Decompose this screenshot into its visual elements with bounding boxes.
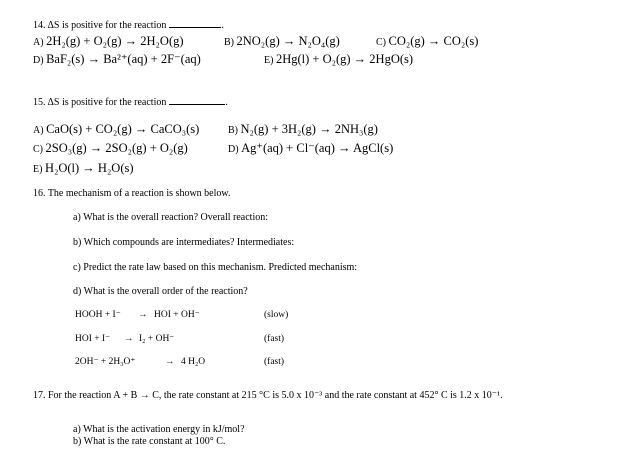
q14-option-d-eq: BaF₂(s) → Ba²⁺(aq) + 2F⁻(aq) [46,52,201,66]
q15-option-a[interactable]: A) CaO(s) + CO₂(g) → CaCO₃(s) [33,122,200,136]
mechanism-step-1-reactants: HOOH + I⁻ [75,310,121,320]
arrow-icon: → [124,334,134,344]
mechanism-step-2-rate: (fast) [264,334,285,344]
q15-option-c[interactable]: C) 2SO₃(g) → 2SO₂(g) + O₂(g) [33,141,188,155]
q16-part-b: b) Which compounds are intermediates? Intermediates: [73,237,295,248]
q17-stem: 17. For the reaction A + B → C, the rate constant at 215 °C is 5.0 x 10⁻³ and the rate constant at 452° C is 1.2 x 10⁻¹. [33,390,503,401]
mechanism-step-2-reactants: HOI + I⁻ [75,334,111,344]
q14-option-c-eq: CO₂(g) → CO₂(s) [388,34,479,48]
q14-option-a[interactable]: A) 2H₂(g) + O₂(g) → 2H₂O(g) [33,34,184,48]
q14-option-c[interactable]: C) CO₂(g) → CO₂(s) [376,34,479,48]
mechanism-step-2-products: I₂ + OH⁻ [139,334,175,344]
q14-option-e-eq: 2Hg(l) + O₂(g) → 2HgO(s) [275,52,414,66]
q15-stem: 15. ΔS is positive for the reaction . [33,97,228,108]
arrow-icon: → [138,310,148,320]
q15-option-d-eq: Ag⁺(aq) + Cl⁻(aq) → AgCl(s) [241,141,394,155]
q15-stem-text: 15. ΔS is positive for the reaction [33,97,167,108]
q15-option-b-eq: N₂(g) + 3H₂(g) → 2NH₃(g) [240,122,378,136]
q17-part-a: a) What is the activation energy in kJ/mol? [73,424,245,435]
q15-option-e[interactable]: E) H₂O(l) → H₂O(s) [33,161,134,175]
q14-option-e[interactable]: E) 2Hg(l) + O₂(g) → 2HgO(s) [264,52,414,66]
q15-blank[interactable] [169,96,225,105]
arrow-icon: → [165,357,175,367]
q15-option-b[interactable]: B) N₂(g) + 3H₂(g) → 2NH₃(g) [228,122,378,136]
q14-stem-text: 14. ΔS is positive for the reaction [33,20,167,31]
q14-option-a-eq: 2H₂(g) + O₂(g) → 2H₂O(g) [46,34,184,48]
q17-part-b: b) What is the rate constant at 100° C. [73,436,226,447]
q16-part-c: c) Predict the rate law based on this mechanism. Predicted mechanism: [73,262,358,273]
mechanism-step-3-reactants: 2OH⁻ + 2H₃O⁺ [75,357,136,367]
mechanism-step-1-rate: (slow) [264,310,289,320]
mechanism-step-1-products: HOI + OH⁻ [154,310,200,320]
q14-option-b-eq: 2NO₂(g) → N₂O₄(g) [236,34,340,48]
q14-blank[interactable] [169,19,221,28]
q14-stem: 14. ΔS is positive for the reaction . [33,20,224,31]
q16-part-d: d) What is the overall order of the reaction? [73,286,248,297]
q15-option-d[interactable]: D) Ag⁺(aq) + Cl⁻(aq) → AgCl(s) [228,141,394,155]
q14-option-b[interactable]: B) 2NO₂(g) → N₂O₄(g) [224,34,340,48]
q14-option-d[interactable]: D) BaF₂(s) → Ba²⁺(aq) + 2F⁻(aq) [33,52,201,66]
q16-stem: 16. The mechanism of a reaction is shown below. [33,188,231,199]
q16-part-a: a) What is the overall reaction? Overall reaction: [73,212,268,223]
q15-option-e-eq: H₂O(l) → H₂O(s) [44,161,134,175]
q15-option-a-eq: CaO(s) + CO₂(g) → CaCO₃(s) [46,122,200,136]
q15-option-c-eq: 2SO₃(g) → 2SO₂(g) + O₂(g) [45,141,188,155]
mechanism-step-3-rate: (fast) [264,357,285,367]
mechanism-step-3-products: 4 H₂O [181,357,206,367]
